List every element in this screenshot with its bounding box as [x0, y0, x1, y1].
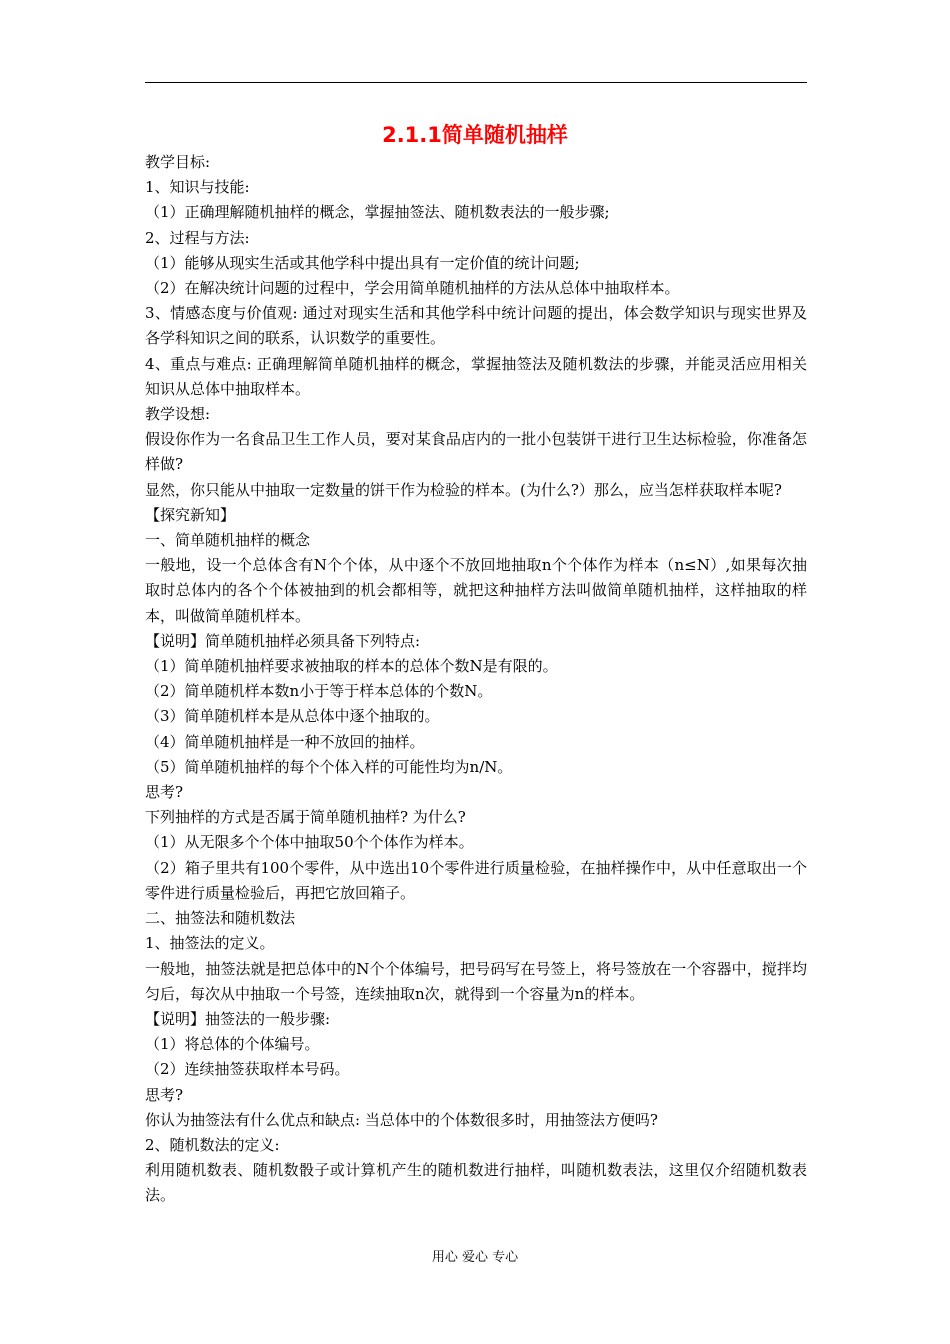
paragraph: 教学设想:	[145, 405, 211, 424]
list-item: （2）连续抽签获取样本号码。	[145, 1060, 350, 1079]
paragraph: 3、情感态度与价值观: 通过对现实生活和其他学科中统计问题的提出，体会数学知识与现实世界及各学科知识之间的联系，认识数学的重要性。	[145, 304, 807, 348]
document-body	[145, 150, 807, 1209]
list-item: （4）简单随机抽样是一种不放回的抽样。	[145, 732, 425, 751]
paragraph: 思考?	[145, 783, 184, 802]
paragraph: 一般地，设一个总体含有N个个体，从中逐个不放回地抽取n个个体作为样本（n≤N）,如果每次抽取时总体内的各个个体被抽到的机会都相等，就把这种抽样方法叫做简单随机抽样，这样抽取的样本，叫做简单随机样本。	[145, 556, 807, 625]
section-heading: 一、简单随机抽样的概念	[145, 531, 311, 550]
paragraph: （1）能够从现实生活或其他学科中提出具有一定价值的统计问题;	[145, 253, 580, 272]
paragraph: 显然，你只能从中抽取一定数量的饼干作为检验的样本。(为什么?）那么，应当怎样获取样本呢?	[145, 480, 782, 499]
paragraph: （1）正确理解随机抽样的概念，掌握抽签法、随机数表法的一般步骤;	[145, 203, 610, 222]
paragraph: 【说明】抽签法的一般步骤:	[145, 1009, 331, 1028]
paragraph: 利用随机数表、随机数骰子或计算机产生的随机数进行抽样，叫随机数表法，这里仅介绍随机数表法。	[145, 1161, 807, 1205]
paragraph: 下列抽样的方式是否属于简单随机抽样? 为什么?	[145, 808, 466, 827]
list-item: （1）从无限多个个体中抽取50个个体作为样本。	[145, 833, 474, 852]
paragraph: 1、知识与技能:	[145, 178, 250, 197]
section-heading: 二、抽签法和随机数法	[145, 909, 296, 928]
paragraph: 2、随机数法的定义:	[145, 1135, 280, 1154]
list-item: （1）简单随机抽样要求被抽取的样本的总体个数N是有限的。	[145, 657, 558, 676]
list-item: （2）箱子里共有100个零件，从中选出10个零件进行质量检验，在抽样操作中，从中任意取出一个零件进行质量检验后，再把它放回箱子。	[145, 858, 807, 902]
list-item: （1）将总体的个体编号。	[145, 1035, 320, 1054]
paragraph: 1、抽签法的定义。	[145, 934, 275, 953]
paragraph: 4、重点与难点: 正确理解简单随机抽样的概念，掌握抽签法及随机数法的步骤，并能灵活应用相关知识从总体中抽取样本。	[145, 354, 807, 398]
list-item: （2）简单随机样本数n小于等于样本总体的个数N。	[145, 682, 493, 701]
paragraph: 假设你作为一名食品卫生工作人员，要对某食品店内的一批小包装饼干进行卫生达标检验，你准备怎样做?	[145, 430, 807, 474]
list-item: （5）简单随机抽样的每个个体入样的可能性均为n/N。	[145, 757, 513, 776]
page-footer: 用心 爱心 专心	[431, 1250, 519, 1265]
section-heading: 【探究新知】	[145, 505, 236, 524]
paragraph: 2、过程与方法:	[145, 228, 250, 247]
paragraph: 教学目标:	[145, 153, 211, 171]
paragraph: （2）在解决统计问题的过程中，学会用简单随机抽样的方法从总体中抽取样本。	[145, 279, 680, 298]
list-item: （3）简单随机样本是从总体中逐个抽取的。	[145, 707, 440, 726]
paragraph: 你认为抽签法有什么优点和缺点: 当总体中的个体数很多时，用抽签法方便吗?	[145, 1110, 658, 1129]
document-title: 2.1.1简单随机抽样	[382, 123, 568, 147]
header-rule	[145, 82, 807, 83]
paragraph: 一般地，抽签法就是把总体中的N个个体编号，把号码写在号签上，将号签放在一个容器中，搅拌均匀后，每次从中抽取一个号签，连续抽取n次，就得到一个容量为n的样本。	[145, 959, 807, 1003]
paragraph: 【说明】简单随机抽样必须具备下列特点:	[145, 631, 421, 650]
paragraph: 思考?	[145, 1085, 184, 1104]
